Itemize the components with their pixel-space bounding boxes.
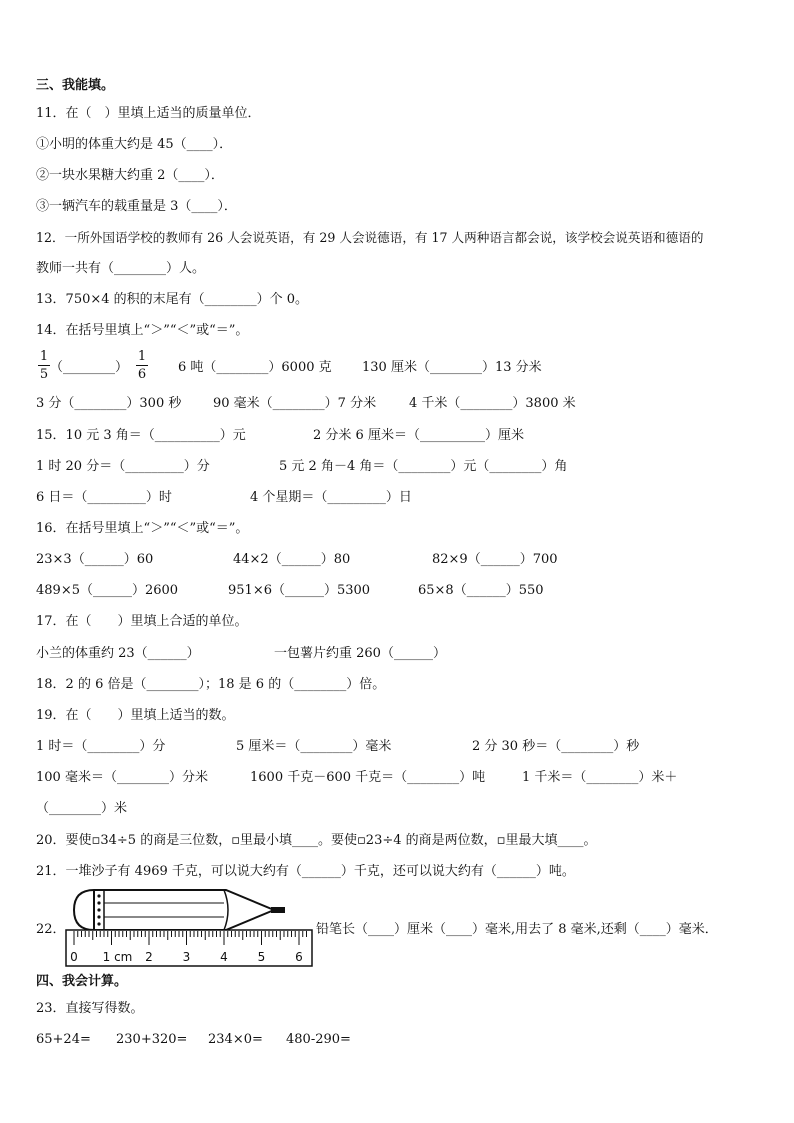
q22-text: 铅笔长（____）厘米（____）毫米,用去了 8 毫米,还剩（____）毫米． (316, 922, 718, 937)
q21: 21．一堆沙子有 4969 千克，可以说大约有（______）千克，还可以说大约有（______）吨。 (36, 864, 575, 879)
fraction-numerator: 1 (39, 349, 49, 364)
q15-f: 4 个星期＝（_________）日 (250, 490, 412, 505)
q17-a: 小兰的体重约 23（______） (36, 646, 200, 661)
q11-item-b: ②一块水果糖大约重 2（____）． (36, 168, 224, 183)
q15-c: 1 时 20 分＝（_________）分 (36, 459, 210, 474)
q13: 13．750×4 的积的末尾有（________）个 0。 (36, 292, 309, 307)
q15-a: 15．10 元 3 角＝（__________）元 (36, 428, 246, 443)
q14-compare-2: 6 吨（________）6000 克 (178, 360, 332, 375)
ruler (66, 930, 312, 966)
ruler-label: 4 (220, 950, 228, 964)
q18: 18．2 的 6 倍是（________）；18 是 6 的（________）倍。 (36, 677, 386, 692)
q16-c: 82×9（______）700 (432, 552, 558, 567)
ruler-label: 2 (145, 950, 153, 964)
fraction-bar (38, 365, 50, 366)
fraction-numerator: 1 (137, 349, 147, 364)
q12-line-1: 12．一所外国语学校的教师有 26 人会说英语，有 29 人会说德语，有 17 人两种语言都会说，该学校会说英语和德语的 (36, 230, 704, 245)
q12-line-2: 教师一共有（________）人。 (36, 261, 206, 276)
fraction-one-fifth (38, 349, 50, 382)
section-4-heading: 四、我会计算。 (36, 974, 128, 989)
q14-compare-6: 4 千米（________）3800 米 (409, 396, 576, 411)
q16-a: 23×3（______）60 (36, 552, 154, 567)
q23-item-2: 230+320= (116, 1032, 188, 1047)
q19-c: 2 分 30 秒＝（________）秒 (472, 739, 640, 754)
q16-e: 951×6（______）5300 (228, 583, 371, 598)
q16-f: 65×8（______）550 (418, 583, 544, 598)
q15-e: 6 日＝（_________）时 (36, 490, 172, 505)
pencil-icon (74, 890, 285, 930)
q19-g: （________）米 (36, 801, 128, 816)
q19-stem: 19．在（ ）里填上适当的数。 (36, 708, 235, 723)
fraction-denominator: 6 (137, 367, 147, 382)
q19-b: 5 厘米＝（________）毫米 (236, 739, 392, 754)
q19-a: 1 时＝（________）分 (36, 739, 166, 754)
ruler-label: 3 (182, 950, 191, 964)
q17-b: 一包薯片约重 260（______） (274, 646, 446, 661)
q23-stem: 23．直接写得数。 (36, 1001, 144, 1016)
q14-compare-1-blank: （________） (50, 360, 129, 375)
q22-number: 22． (36, 922, 66, 937)
q14-compare-5: 90 毫米（________）7 分米 (213, 396, 377, 411)
fraction-one-sixth (136, 349, 148, 382)
q19-d: 100 毫米＝（________）分米 (36, 770, 208, 785)
q20: 20．要使▫34÷5 的商是三位数，▫里最小填____。要使▫23÷4 的商是两位数，▫里最大填____。 (36, 833, 597, 848)
q16-d: 489×5（______）2600 (36, 583, 179, 598)
q23-item-4: 480-290= (286, 1032, 351, 1047)
ruler-label: 1 cm (102, 950, 133, 964)
q16-stem: 16．在括号里填上“＞”“＜”或“＝”。 (36, 521, 249, 536)
q11-item-a: ①小明的体重大约是 45（____）． (36, 137, 233, 152)
fraction-denominator: 5 (39, 367, 49, 382)
q23-item-1: 65+24= (36, 1032, 91, 1047)
q14-stem: 14．在括号里填上“＞”“＜”或“＝”。 (36, 323, 249, 338)
fraction-bar (136, 365, 148, 366)
q11-item-c: ③一辆汽车的载重量是 3（____）． (36, 199, 237, 214)
q11-stem: 11．在（ ）里填上适当的质量单位． (36, 106, 261, 121)
section-3-heading: 三、我能填。 (36, 78, 115, 93)
pencil-ruler-figure (64, 886, 316, 972)
q19-e: 1600 千克－600 千克＝（________）吨 (250, 770, 486, 785)
q15-d: 5 元 2 角－4 角＝（________）元（________）角 (279, 459, 568, 474)
q16-b: 44×2（______）80 (233, 552, 351, 567)
q17-stem: 17．在（ ）里填上合适的单位。 (36, 614, 248, 629)
ruler-label: 5 (257, 950, 266, 964)
q23-item-3: 234×0= (208, 1032, 263, 1047)
q14-compare-3: 130 厘米（________）13 分米 (362, 360, 542, 375)
q19-f: 1 千米＝（________）米＋ (522, 770, 678, 785)
ruler-label: 0 (70, 950, 78, 964)
ruler-label: 6 (295, 950, 303, 964)
q15-b: 2 分米 6 厘米＝（__________）厘米 (313, 428, 524, 443)
q14-compare-4: 3 分（________）300 秒 (36, 396, 182, 411)
